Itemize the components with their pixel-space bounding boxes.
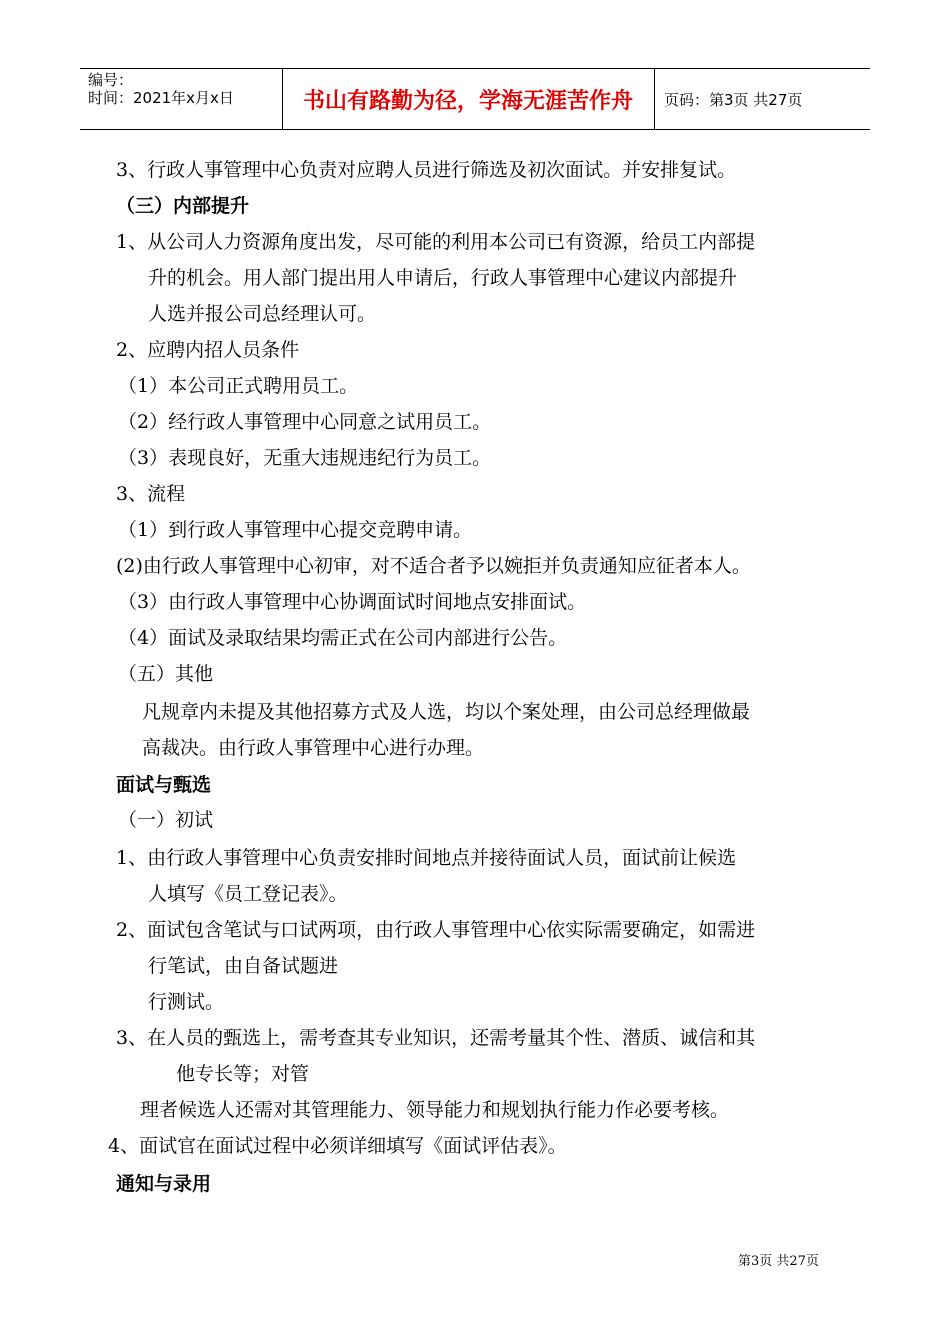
paragraph-line: 理者候选人还需对其管理能力、领导能力和规划执行能力作必要考核。 [140,1099,730,1121]
paragraph-line: 高裁决。由行政人事管理中心进行办理。 [142,737,485,759]
list-item: （2）经行政人事管理中心同意之试用员工。 [118,411,492,433]
section-heading: （一）初试 [118,809,214,831]
page-footer: 第3页 共27页 [738,1254,819,1269]
paragraph-line: 凡规章内未提及其他招募方式及人选，均以个案处理，由公司总经理做最 [142,701,751,723]
document-number-label: 编号： [88,71,134,89]
paragraph-line: 人填写《员工登记表》。 [148,883,348,905]
section-heading: （三）内部提升 [116,195,250,217]
paragraph-line: 3、在人员的甄选上，需考查其专业知识，还需考量其个性、潜质、诚信和其 [116,1027,756,1049]
header-motto: 书山有路勤为径，学海无涯苦作舟 [302,88,633,114]
list-item: （3）由行政人事管理中心协调面试时间地点安排面试。 [118,591,587,613]
page-header [80,68,870,130]
paragraph-line: 1、由行政人事管理中心负责安排时间地点并接待面试人员，面试前让候选 [116,847,737,869]
paragraph-line: 1、从公司人力资源角度出发，尽可能的利用本公司已有资源，给员工内部提 [116,231,756,253]
list-item: （1）到行政人事管理中心提交竞聘申请。 [118,519,473,541]
list-item: (2)由行政人事管理中心初审，对不适合者予以婉拒并负责通知应征者本人。 [116,555,751,577]
header-divider [654,69,655,129]
header-page-info: 页码：第3页 共27页 [664,90,803,109]
paragraph-line: 升的机会。用人部门提出用人申请后，行政人事管理中心建议内部提升 [148,267,738,289]
paragraph-line: 3、流程 [116,483,186,505]
document-date-label: 时间：2021年x月x日 [88,89,234,107]
paragraph-line: 行测试。 [148,991,225,1013]
section-heading: 面试与甄选 [116,774,212,796]
paragraph-line: 2、面试包含笔试与口试两项，由行政人事管理中心依实际需要确定，如需进 [116,919,756,941]
paragraph-line: 他专长等；对管 [176,1063,310,1085]
section-heading: （五）其他 [118,663,214,685]
paragraph-line: 人选并报公司总经理认可。 [148,303,377,325]
list-item: （3）表现良好，无重大违规违纪行为员工。 [118,447,492,469]
paragraph-line: 3、行政人事管理中心负责对应聘人员进行筛选及初次面试。并安排复试。 [116,159,737,181]
paragraph-line: 4、面试官在面试过程中必须详细填写《面试评估表》。 [108,1135,567,1157]
paragraph-line: 行笔试，由自备试题进 [148,955,339,977]
paragraph-line: 2、应聘内招人员条件 [116,339,300,361]
list-item: （1）本公司正式聘用员工。 [118,375,359,397]
list-item: （4）面试及录取结果均需正式在公司内部进行公告。 [118,627,568,649]
section-heading: 通知与录用 [116,1173,212,1195]
